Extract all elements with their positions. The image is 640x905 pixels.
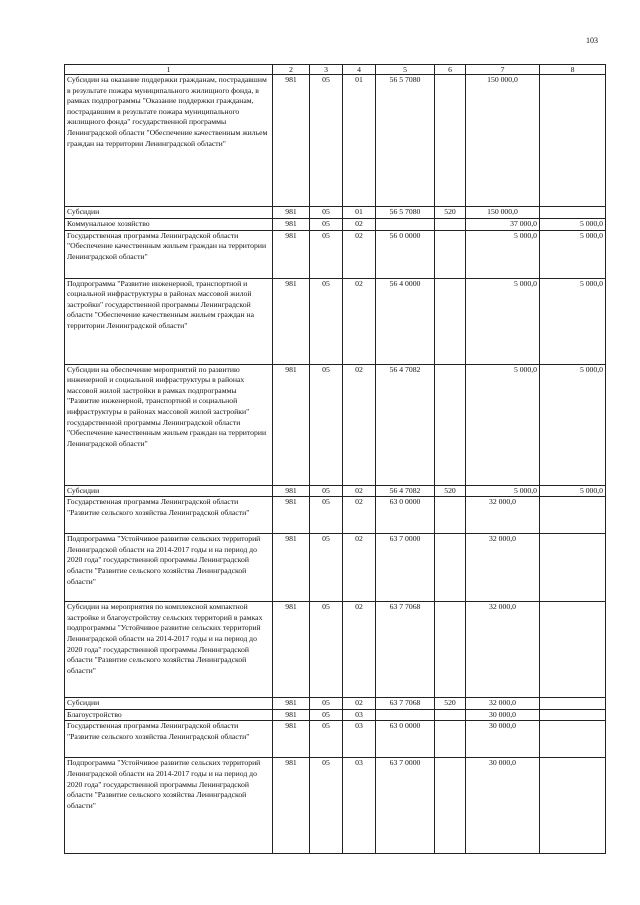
item-name: Субсидии на мероприятия по комплексной компактной застройке и благоустройству сельских территорий в рамках подпрограммы "Устойчивое развитие сельских территорий Ленинградской области на 2014-2017 годы и на период до 2020 года" государственной программы Ленинградской области "Развитие сельского хозяйства Ленинградской области" xyxy=(65,602,273,698)
table-row xyxy=(65,364,606,485)
section-code: 05 xyxy=(310,278,343,364)
amount-1: 32 000,0 xyxy=(466,534,540,602)
column-header: 1 xyxy=(65,65,273,75)
item-name: Государственная программа Ленинградской области "Развитие сельского хозяйства Ленинградской области" xyxy=(65,721,273,758)
amount-1: 150 000,0 xyxy=(466,207,540,219)
column-header: 5 xyxy=(376,65,435,75)
table-row xyxy=(65,485,606,497)
item-name: Подпрограмма "Развитие инженерной, транспортной и социальной инфраструктуры в районах массовой жилой застройки" государственной программы Ленинградской области "Обеспечение качественным жильем граждан на территории Ленинградской области" xyxy=(65,278,273,364)
amount-2: 5 000,0 xyxy=(540,485,606,497)
expense-type-code xyxy=(435,364,466,485)
section-code: 05 xyxy=(310,497,343,534)
target-code: 56 0 0000 xyxy=(376,230,435,278)
expense-type-code xyxy=(435,709,466,721)
target-code: 56 4 7082 xyxy=(376,485,435,497)
table-row xyxy=(65,534,606,602)
ministry-code: 981 xyxy=(273,758,310,854)
target-code: 56 4 0000 xyxy=(376,278,435,364)
ministry-code: 981 xyxy=(273,602,310,698)
expense-type-code xyxy=(435,497,466,534)
ministry-code: 981 xyxy=(273,497,310,534)
subsection-code: 03 xyxy=(343,721,376,758)
table-row xyxy=(65,698,606,710)
column-header: 8 xyxy=(540,65,606,75)
amount-2 xyxy=(540,721,606,758)
amount-2 xyxy=(540,207,606,219)
amount-2 xyxy=(540,602,606,698)
subsection-code: 01 xyxy=(343,207,376,219)
amount-2 xyxy=(540,75,606,207)
item-name: Субсидии на оказание поддержки гражданам, пострадавшим в результате пожара муниципального жилищного фонда, в рамках подпрограммы "Оказание поддержки гражданам, пострадавшим в результате пожара муниципального жилищного фонда" государственной программы Ленинградской области "Обеспечение качественным жильем граждан на территории Ленинградской области" xyxy=(65,75,273,207)
ministry-code: 981 xyxy=(273,534,310,602)
section-code: 05 xyxy=(310,75,343,207)
target-code: 56 5 7080 xyxy=(376,75,435,207)
budget-table xyxy=(64,64,606,854)
item-name: Подпрограмма "Устойчивое развитие сельских территорий Ленинградской области на 2014-2017 годы и на период до 2020 года" государственной программы Ленинградской области "Развитие сельского хозяйства Ленинградской области" xyxy=(65,534,273,602)
ministry-code: 981 xyxy=(273,698,310,710)
target-code: 63 0 0000 xyxy=(376,721,435,758)
expense-type-code xyxy=(435,534,466,602)
amount-1: 30 000,0 xyxy=(466,721,540,758)
expense-type-code xyxy=(435,278,466,364)
ministry-code: 981 xyxy=(273,485,310,497)
item-name: Государственная программа Ленинградской области "Обеспечение качественным жильем граждан на территории Ленинградской области" xyxy=(65,230,273,278)
expense-type-code: 520 xyxy=(435,485,466,497)
target-code: 56 4 7082 xyxy=(376,364,435,485)
subsection-code: 03 xyxy=(343,709,376,721)
expense-type-code: 520 xyxy=(435,698,466,710)
amount-2 xyxy=(540,497,606,534)
target-code: 63 7 0000 xyxy=(376,758,435,854)
section-code: 05 xyxy=(310,602,343,698)
target-code: 56 5 7080 xyxy=(376,207,435,219)
amount-1: 150 000,0 xyxy=(466,75,540,207)
target-code: 63 0 0000 xyxy=(376,497,435,534)
subsection-code: 02 xyxy=(343,534,376,602)
amount-1: 32 000,0 xyxy=(466,497,540,534)
item-name: Коммунальное хозяйство xyxy=(65,219,273,231)
amount-2 xyxy=(540,698,606,710)
subsection-code: 02 xyxy=(343,602,376,698)
column-header: 2 xyxy=(273,65,310,75)
expense-type-code xyxy=(435,75,466,207)
section-code: 05 xyxy=(310,709,343,721)
item-name: Благоустройство xyxy=(65,709,273,721)
amount-1: 30 000,0 xyxy=(466,709,540,721)
table-row xyxy=(65,219,606,231)
item-name: Государственная программа Ленинградской области "Развитие сельского хозяйства Ленинградской области" xyxy=(65,497,273,534)
ministry-code: 981 xyxy=(273,230,310,278)
amount-2 xyxy=(540,534,606,602)
table-row xyxy=(65,709,606,721)
subsection-code: 03 xyxy=(343,758,376,854)
table-row xyxy=(65,602,606,698)
subsection-code: 02 xyxy=(343,364,376,485)
expense-type-code xyxy=(435,721,466,758)
table-row xyxy=(65,497,606,534)
section-code: 05 xyxy=(310,485,343,497)
ministry-code: 981 xyxy=(273,709,310,721)
expense-type-code xyxy=(435,230,466,278)
amount-1: 5 000,0 xyxy=(466,364,540,485)
subsection-code: 02 xyxy=(343,698,376,710)
column-header: 3 xyxy=(310,65,343,75)
section-code: 05 xyxy=(310,534,343,602)
item-name: Субсидии xyxy=(65,698,273,710)
table-row xyxy=(65,278,606,364)
subsection-code: 02 xyxy=(343,497,376,534)
table-row xyxy=(65,75,606,207)
amount-1: 37 000,0 xyxy=(466,219,540,231)
table-row xyxy=(65,207,606,219)
amount-2: 5 000,0 xyxy=(540,219,606,231)
section-code: 05 xyxy=(310,698,343,710)
amount-2 xyxy=(540,758,606,854)
amount-1: 5 000,0 xyxy=(466,230,540,278)
amount-2: 5 000,0 xyxy=(540,278,606,364)
subsection-code: 02 xyxy=(343,278,376,364)
subsection-code: 02 xyxy=(343,485,376,497)
table-row xyxy=(65,758,606,854)
amount-1: 30 000,0 xyxy=(466,758,540,854)
amount-2: 5 000,0 xyxy=(540,230,606,278)
item-name: Субсидии xyxy=(65,207,273,219)
target-code: 63 7 0000 xyxy=(376,534,435,602)
expense-type-code xyxy=(435,602,466,698)
table-row xyxy=(65,721,606,758)
ministry-code: 981 xyxy=(273,75,310,207)
ministry-code: 981 xyxy=(273,364,310,485)
amount-2: 5 000,0 xyxy=(540,364,606,485)
amount-1: 32 000,0 xyxy=(466,602,540,698)
item-name: Подпрограмма "Устойчивое развитие сельских территорий Ленинградской области на 2014-2017 годы и на период до 2020 года" государственной программы Ленинградской области "Развитие сельского хозяйства Ленинградской области" xyxy=(65,758,273,854)
target-code: 63 7 7068 xyxy=(376,698,435,710)
item-name: Субсидии xyxy=(65,485,273,497)
page-number: 103 xyxy=(586,36,598,45)
amount-2 xyxy=(540,709,606,721)
column-header: 6 xyxy=(435,65,466,75)
section-code: 05 xyxy=(310,758,343,854)
target-code xyxy=(376,709,435,721)
ministry-code: 981 xyxy=(273,207,310,219)
table-row xyxy=(65,230,606,278)
ministry-code: 981 xyxy=(273,721,310,758)
item-name: Субсидии на обеспечение мероприятий по развитию инженерной и социальной инфраструктуры в районах массовой жилой застройки в рамках подпрограммы "Развитие инженерной, транспортной и социальной инфраструктуры в районах массовой жилой застройки" государственной программы Ленинградской области "Обеспечение качественным жильем граждан на территории Ленинградской области" xyxy=(65,364,273,485)
section-code: 05 xyxy=(310,230,343,278)
column-header: 4 xyxy=(343,65,376,75)
expense-type-code xyxy=(435,758,466,854)
section-code: 05 xyxy=(310,364,343,485)
section-code: 05 xyxy=(310,219,343,231)
column-header: 7 xyxy=(466,65,540,75)
header-row xyxy=(65,65,606,75)
subsection-code: 01 xyxy=(343,75,376,207)
section-code: 05 xyxy=(310,207,343,219)
target-code xyxy=(376,219,435,231)
expense-type-code: 520 xyxy=(435,207,466,219)
amount-1: 5 000,0 xyxy=(466,278,540,364)
ministry-code: 981 xyxy=(273,278,310,364)
subsection-code: 02 xyxy=(343,219,376,231)
target-code: 63 7 7068 xyxy=(376,602,435,698)
amount-1: 5 000,0 xyxy=(466,485,540,497)
section-code: 05 xyxy=(310,721,343,758)
subsection-code: 02 xyxy=(343,230,376,278)
ministry-code: 981 xyxy=(273,219,310,231)
amount-1: 32 000,0 xyxy=(466,698,540,710)
expense-type-code xyxy=(435,219,466,231)
